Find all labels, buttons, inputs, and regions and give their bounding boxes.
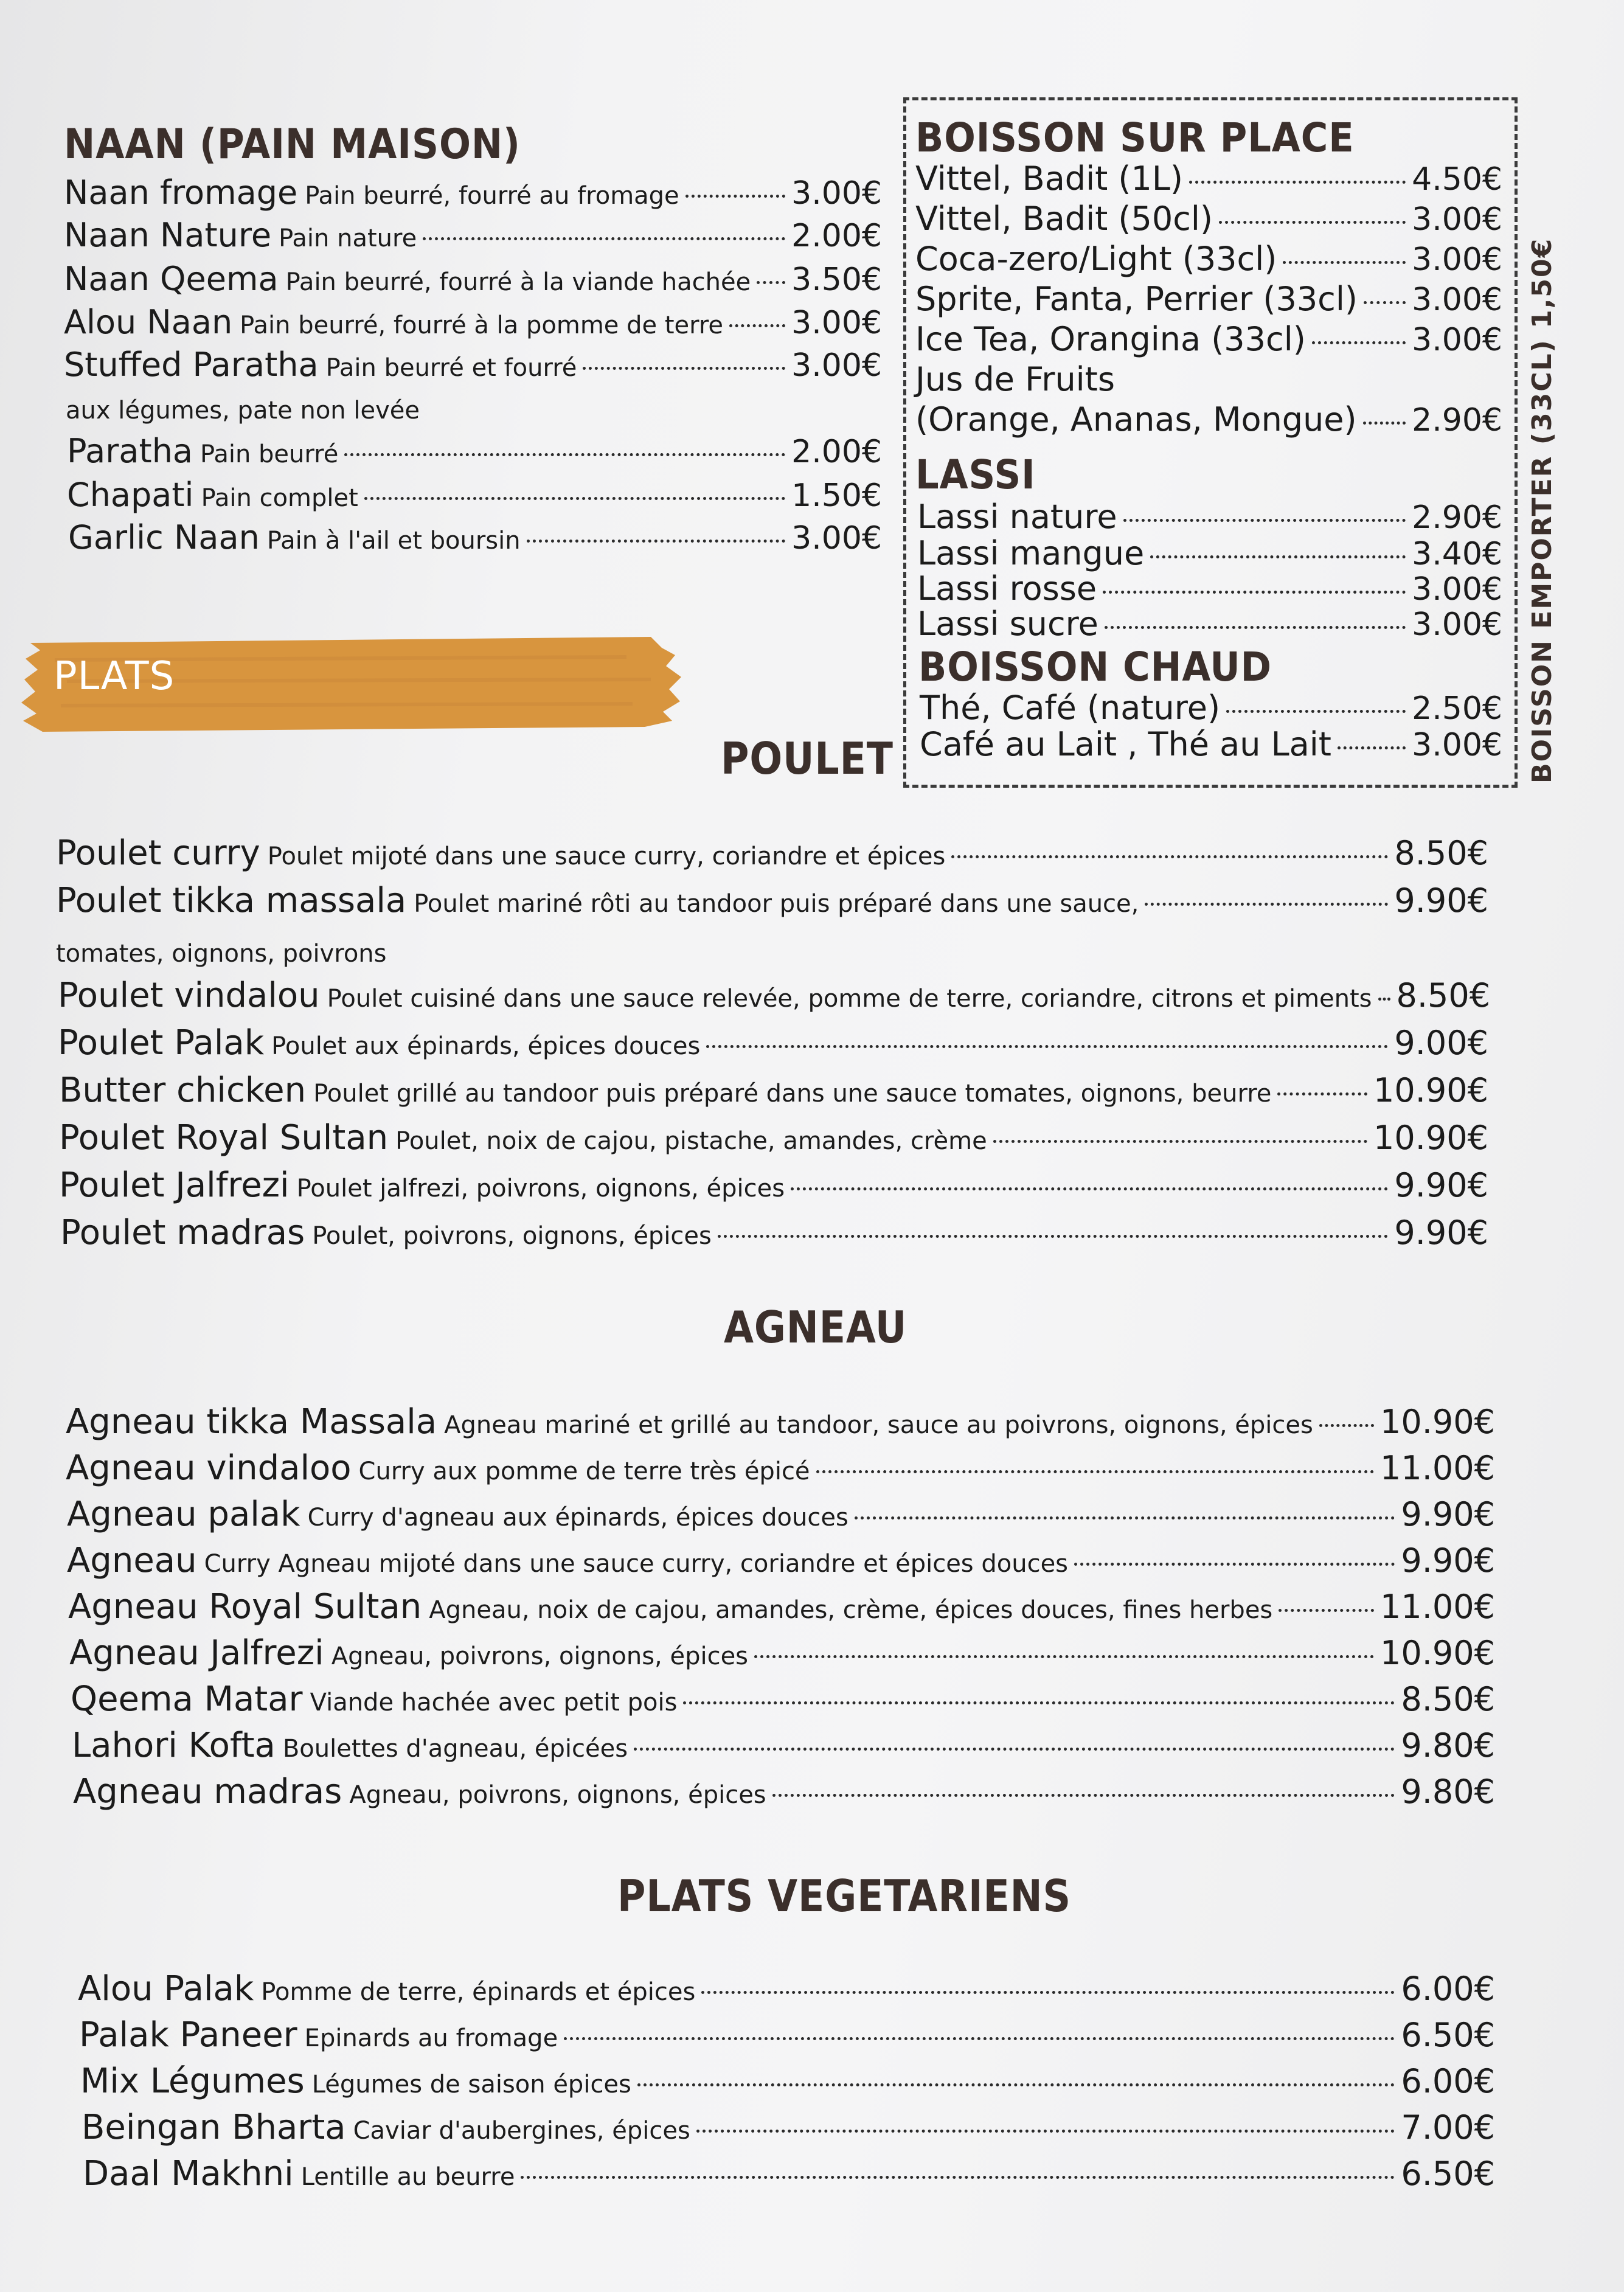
dot-leader (1283, 261, 1406, 264)
menu-item (59, 1165, 1488, 1205)
dot-leader (1123, 519, 1406, 522)
item-price: 2.50€ (1412, 690, 1502, 727)
drink-item (917, 569, 1502, 608)
drinks-on-site-title: BOISSON SUR PLACE (915, 114, 1355, 161)
dot-leader (696, 2130, 1395, 2133)
menu-item (66, 1448, 1495, 1488)
menu-item (83, 2154, 1495, 2193)
drink-item (915, 240, 1502, 278)
item-description: Pain complet (201, 484, 358, 512)
item-price: 7.00€ (1401, 2108, 1495, 2147)
menu-item (80, 2061, 1495, 2101)
item-name: Lassi sucre (917, 605, 1098, 643)
item-name: Paratha (67, 432, 193, 470)
dot-leader (1312, 341, 1406, 344)
item-price: 3.00€ (791, 175, 882, 212)
item-price: 3.00€ (1412, 571, 1502, 608)
drink-item (915, 159, 1502, 198)
item-price: 6.00€ (1401, 1970, 1495, 2008)
item-name: Lahori Kofta (72, 1726, 276, 1765)
item-description: Epinards au fromage (304, 2024, 558, 2052)
item-price: 2.90€ (1412, 499, 1502, 536)
item-price: 3.40€ (1412, 536, 1502, 572)
item-price: 8.50€ (1394, 834, 1488, 872)
agneau-section-title: AGNEAU (724, 1302, 907, 1353)
item-price: 2.00€ (791, 434, 882, 470)
dot-leader (527, 540, 786, 543)
item-name: Palak Paneer (79, 2015, 297, 2055)
item-price: 10.90€ (1373, 1119, 1488, 1157)
item-description: Curry aux pomme de terre très épicé (358, 1457, 810, 1485)
item-name: (Orange, Ananas, Mongue) (915, 400, 1357, 439)
item-price: 6.50€ (1401, 2016, 1495, 2054)
dot-leader (1277, 1092, 1367, 1096)
menu-item (68, 1587, 1495, 1627)
dot-leader (729, 324, 785, 327)
item-description: Agneau mariné et grillé au tandoor, sauce au poivrons, oignons, épices (444, 1411, 1313, 1439)
item-price: 9.90€ (1394, 881, 1488, 920)
item-price: 3.00€ (1412, 241, 1502, 278)
dot-leader (1189, 181, 1406, 184)
dot-leader (1150, 555, 1406, 558)
menu-item (59, 1118, 1488, 1158)
drink-item (917, 498, 1502, 536)
item-name: Alou Palak (78, 1969, 254, 2009)
dot-leader (791, 1187, 1388, 1190)
item-name: Garlic Naan (68, 518, 260, 557)
item-name: Lassi mangue (917, 534, 1145, 572)
drink-item-name: Jus de Fruits (915, 360, 1115, 398)
dot-leader (1363, 422, 1406, 425)
item-name: Vittel, Badit (1L) (915, 159, 1183, 198)
item-price: 8.50€ (1401, 1680, 1495, 1718)
dot-leader (521, 2176, 1395, 2179)
dot-leader (1103, 591, 1406, 594)
menu-item (82, 2108, 1495, 2147)
drink-item (920, 725, 1502, 763)
item-price: 3.00€ (1412, 282, 1502, 318)
item-price: 9.80€ (1401, 1726, 1495, 1765)
item-name: Poulet curry (56, 833, 260, 873)
menu-item (78, 1969, 1495, 2009)
item-name: Beingan Bharta (82, 2108, 346, 2147)
item-name: Alou Naan (64, 303, 233, 341)
item-description: Poulet grillé au tandoor puis préparé dans une sauce tomates, oignons, beurre (313, 1080, 1272, 1108)
naan-section-title: NAAN (PAIN MAISON) (64, 120, 521, 168)
item-description-continued: tomates, oignons, poivrons (56, 940, 387, 968)
takeaway-drinks-label: BOISSON EMPORTER (33CL) 1,50€ (1527, 237, 1558, 783)
item-name: Naan Nature (64, 216, 272, 254)
item-name: Mix Légumes (80, 2061, 305, 2101)
dot-leader (683, 1701, 1395, 1704)
item-description: Poulet aux épinards, épices douces (271, 1032, 701, 1060)
drink-item (920, 689, 1502, 727)
menu-item (73, 1772, 1495, 1811)
item-description: Poulet mijoté dans une sauce curry, coriandre et épices (267, 842, 946, 870)
item-description: Agneau, noix de cajou, amandes, crème, épices douces, fines herbes (429, 1596, 1273, 1624)
item-price: 4.50€ (1412, 161, 1502, 198)
drink-item (915, 320, 1502, 358)
item-price: 10.90€ (1380, 1403, 1495, 1441)
item-price: 2.00€ (791, 218, 882, 254)
menu-item (67, 1495, 1495, 1534)
item-name: Agneau (67, 1541, 197, 1580)
plats-banner-label: PLATS (54, 654, 175, 699)
item-description: Caviar d'aubergines, épices (353, 2117, 690, 2145)
dot-leader (1319, 1424, 1374, 1427)
item-name: Sprite, Fanta, Perrier (33cl) (915, 280, 1358, 318)
item-price: 9.90€ (1401, 1495, 1495, 1533)
drink-item (915, 280, 1502, 318)
dot-leader (706, 1045, 1388, 1048)
dot-leader (564, 2037, 1395, 2040)
item-price: 3.00€ (1412, 606, 1502, 643)
vegetarian-section-title: PLATS VEGETARIENS (617, 1870, 1072, 1922)
item-name: Poulet Royal Sultan (59, 1118, 389, 1158)
menu-item (64, 303, 882, 341)
item-price: 10.90€ (1373, 1071, 1488, 1110)
item-name: Poulet Jalfrezi (59, 1165, 290, 1205)
item-name: Poulet tikka massala (56, 881, 407, 920)
item-description: Poulet cuisiné dans une sauce relevée, pomme de terre, coriandre, citrons et piments (327, 985, 1372, 1013)
item-price: 3.00€ (1412, 201, 1502, 238)
item-name: Daal Makhni (83, 2154, 294, 2193)
dot-leader (1145, 903, 1388, 906)
dot-leader (1338, 746, 1406, 749)
menu-item (56, 833, 1488, 873)
dot-leader (772, 1794, 1395, 1797)
item-description: Pain à l'ail et boursin (266, 527, 521, 555)
lassi-title: LASSI (915, 451, 1036, 498)
menu-item (58, 976, 1491, 1015)
item-description: Pain beurré, fourré à la pomme de terre (240, 311, 724, 339)
item-price: 3.00€ (1412, 727, 1502, 763)
dot-leader (583, 367, 785, 370)
item-description: Agneau, poivrons, oignons, épices (331, 1642, 749, 1670)
dot-leader (701, 1991, 1395, 1994)
menu-item (64, 346, 882, 384)
menu-item (67, 1541, 1495, 1580)
dot-leader (951, 855, 1388, 858)
menu-item (68, 518, 882, 557)
item-description-continued: aux légumes, pate non levée (66, 397, 420, 425)
poulet-section-title: POULET (721, 733, 894, 784)
item-price: 6.00€ (1401, 2062, 1495, 2100)
item-price: 9.90€ (1401, 1541, 1495, 1580)
dot-leader (1074, 1563, 1395, 1566)
dot-leader (816, 1470, 1375, 1473)
dot-leader (685, 195, 785, 198)
dot-leader (1364, 301, 1406, 304)
dot-leader (855, 1516, 1395, 1519)
item-name: Qeema Matar (71, 1679, 303, 1719)
item-name: Butter chicken (59, 1071, 307, 1110)
item-description: Poulet, poivrons, oignons, épices (312, 1222, 712, 1250)
item-price: 9.90€ (1394, 1166, 1488, 1204)
item-description: Poulet, noix de cajou, pistache, amandes, crème (395, 1127, 987, 1155)
dot-leader (423, 237, 785, 240)
item-description: Viande hachée avec petit pois (310, 1689, 678, 1717)
item-description: Agneau, poivrons, oignons, épices (349, 1781, 766, 1809)
item-name: Poulet Palak (58, 1023, 265, 1063)
item-description: Poulet jalfrezi, poivrons, oignons, épices (296, 1175, 785, 1203)
item-name: Agneau palak (67, 1495, 300, 1534)
dot-leader (754, 1655, 1374, 1658)
menu-item (67, 432, 882, 470)
item-name: Naan fromage (64, 173, 298, 212)
item-price: 11.00€ (1380, 1449, 1495, 1487)
item-description: Boulettes d'agneau, épicées (282, 1735, 628, 1763)
drink-item (917, 534, 1502, 572)
item-name: Agneau Jalfrezi (69, 1633, 324, 1673)
item-name: Thé, Café (nature) (920, 689, 1221, 727)
item-name: Lassi rosse (917, 569, 1097, 608)
item-description: Pain beurré, fourré à la viande hachée (285, 268, 751, 296)
item-description: Poulet mariné rôti au tandoor puis préparé dans une sauce, (414, 890, 1139, 918)
dot-leader (757, 281, 785, 284)
item-price: 3.00€ (1412, 322, 1502, 358)
item-description: Pomme de terre, épinards et épices (261, 1978, 696, 2006)
dot-leader (1219, 221, 1406, 224)
item-price: 9.00€ (1394, 1024, 1488, 1062)
item-price: 1.50€ (791, 478, 882, 514)
dot-leader (993, 1140, 1367, 1143)
item-price: 6.50€ (1401, 2155, 1495, 2193)
item-description: Pain beurré et fourré (325, 354, 577, 382)
item-price: 3.00€ (791, 305, 882, 341)
dot-leader (1105, 626, 1406, 629)
menu-item (64, 173, 882, 212)
item-name: Lassi nature (917, 498, 1117, 536)
menu-item (60, 1213, 1488, 1252)
item-description: Curry d'agneau aux épinards, épices douces (307, 1504, 848, 1532)
dot-leader (1279, 1609, 1374, 1612)
dot-leader (637, 2083, 1395, 2086)
item-description: Pain beurré, fourré au fromage (305, 182, 679, 210)
drink-item (915, 400, 1502, 439)
item-price: 10.90€ (1380, 1634, 1495, 1672)
drink-item (917, 605, 1502, 643)
item-name: Agneau madras (73, 1772, 342, 1811)
dot-leader (1226, 710, 1406, 713)
item-name: Agneau vindaloo (66, 1448, 352, 1488)
item-name: Agneau tikka Massala (66, 1402, 437, 1442)
menu-item (58, 1023, 1488, 1063)
item-name: Poulet vindalou (58, 976, 320, 1015)
hot-drinks-title: BOISSON CHAUD (918, 644, 1272, 690)
item-name: Coca-zero/Light (33cl) (915, 240, 1277, 278)
dot-leader (344, 453, 785, 456)
item-name: Naan Qeema (64, 260, 279, 298)
menu-item (64, 260, 882, 298)
dot-leader (364, 497, 785, 500)
item-name: Café au Lait , Thé au Lait (920, 725, 1331, 763)
menu-item (56, 881, 1488, 920)
menu-item (64, 216, 882, 254)
item-description: Lentille au beurre (300, 2163, 515, 2191)
item-description: Pain beurré (200, 440, 339, 468)
item-description: Pain nature (279, 224, 417, 252)
item-name: Stuffed Paratha (64, 346, 319, 384)
item-price: 11.00€ (1380, 1588, 1495, 1626)
dot-leader (1378, 998, 1390, 1001)
dot-leader (634, 1748, 1395, 1751)
menu-item (66, 1402, 1495, 1442)
item-name: Chapati (67, 476, 194, 514)
item-price: 3.00€ (791, 347, 882, 384)
item-price: 3.50€ (791, 262, 882, 298)
item-price: 3.00€ (791, 520, 882, 557)
item-name: Ice Tea, Orangina (33cl) (915, 320, 1306, 358)
menu-item (79, 2015, 1495, 2055)
menu-item (59, 1071, 1488, 1110)
item-name: Poulet madras (60, 1213, 305, 1252)
item-price: 8.50€ (1396, 976, 1491, 1015)
menu-item (72, 1726, 1495, 1765)
menu-item (67, 476, 882, 514)
item-name: Agneau Royal Sultan (68, 1587, 422, 1627)
menu-item (69, 1633, 1495, 1673)
item-description: Curry Agneau mijoté dans une sauce curry, coriandre et épices douces (204, 1550, 1069, 1578)
item-description: Légumes de saison épices (311, 2071, 631, 2099)
menu-item (71, 1679, 1495, 1719)
dot-leader (718, 1235, 1389, 1238)
item-price: 2.90€ (1412, 402, 1502, 439)
item-price: 9.90€ (1394, 1214, 1488, 1252)
item-price: 9.80€ (1401, 1773, 1495, 1811)
drink-item (915, 200, 1502, 238)
item-name: Vittel, Badit (50cl) (915, 200, 1213, 238)
